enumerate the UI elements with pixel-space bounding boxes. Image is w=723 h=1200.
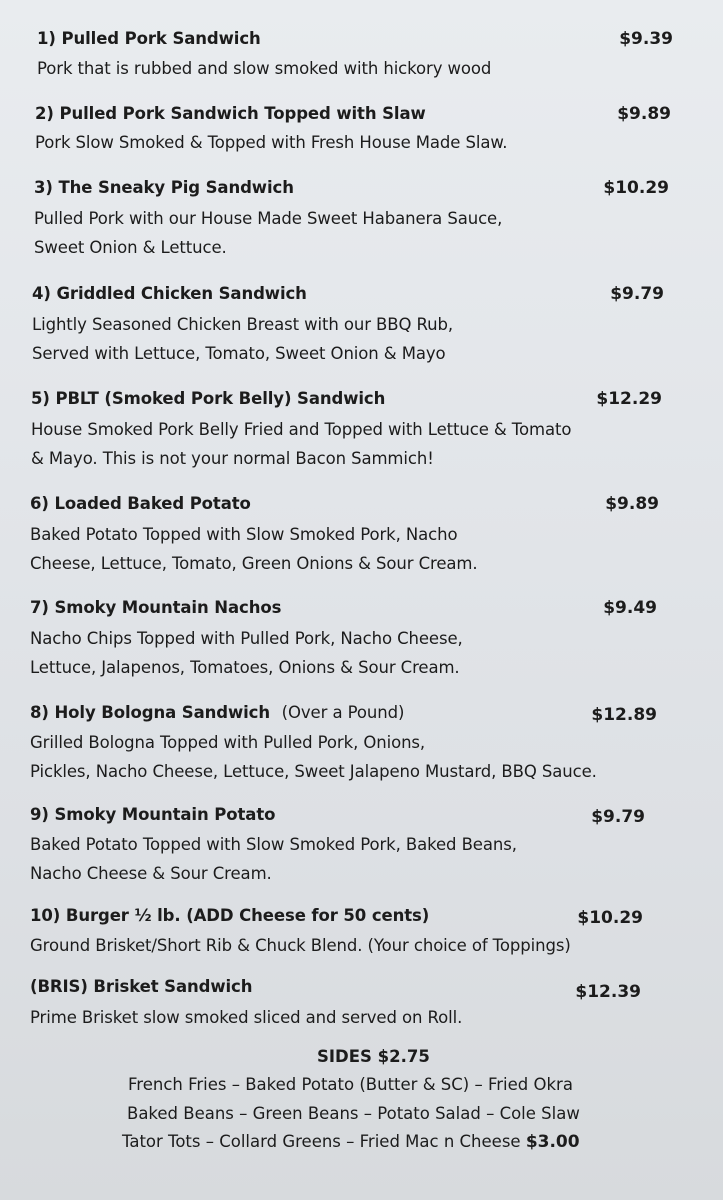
item-price: $12.39 [575, 982, 641, 1002]
item-description: Prime Brisket slow smoked sliced and served on Roll. [30, 1008, 463, 1027]
item-description: Pickles, Nacho Cheese, Lettuce, Sweet Jalapeno Mustard, BBQ Sauce. [30, 762, 597, 781]
item-description: Cheese, Lettuce, Tomato, Green Onions & Sour Cream. [30, 554, 478, 573]
item-price: $9.89 [605, 494, 659, 514]
item-title-text: 8) Holy Bologna Sandwich [30, 703, 271, 722]
item-price: $9.49 [603, 598, 657, 618]
item-title: 6) Loaded Baked Potato [30, 494, 251, 513]
item-description: Grilled Bologna Topped with Pulled Pork, Onions, [30, 733, 426, 752]
item-title [30, 703, 404, 722]
item-title: 7) Smoky Mountain Nachos [30, 598, 282, 617]
item-title: 1) Pulled Pork Sandwich [37, 29, 261, 48]
item-description: Served with Lettuce, Tomato, Sweet Onion & Mayo [32, 344, 446, 363]
item-title-note: (Over a Pound) [281, 703, 405, 722]
item-description: Sweet Onion & Lettuce. [34, 238, 227, 257]
item-price: $9.39 [619, 29, 673, 49]
item-description: & Mayo. This is not your normal Bacon Sammich! [31, 449, 434, 468]
sides-heading: SIDES $2.75 [317, 1047, 430, 1066]
item-description: Baked Potato Topped with Slow Smoked Pork, Baked Beans, [30, 835, 517, 854]
item-title: 9) Smoky Mountain Potato [30, 805, 276, 824]
item-price: $9.79 [610, 284, 664, 304]
item-price: $12.89 [591, 705, 657, 725]
item-description: Pulled Pork with our House Made Sweet Habanera Sauce, [34, 209, 503, 228]
item-description: Baked Potato Topped with Slow Smoked Pork, Nacho [30, 525, 458, 544]
item-price: $12.29 [596, 389, 662, 409]
item-description: Nacho Cheese & Sour Cream. [30, 864, 272, 883]
item-title: 4) Griddled Chicken Sandwich [32, 284, 307, 303]
item-title: (BRIS) Brisket Sandwich [30, 977, 253, 996]
item-description: Pork Slow Smoked & Topped with Fresh House Made Slaw. [35, 133, 508, 152]
item-price: $9.79 [591, 807, 645, 827]
sides-line: Baked Beans – Green Beans – Potato Salad – Cole Slaw [127, 1104, 580, 1123]
item-description: Nacho Chips Topped with Pulled Pork, Nacho Cheese, [30, 629, 463, 648]
item-title: 3) The Sneaky Pig Sandwich [34, 178, 294, 197]
item-description: Pork that is rubbed and slow smoked with hickory wood [37, 59, 492, 78]
item-price: $10.29 [603, 178, 669, 198]
item-description: Lettuce, Jalapenos, Tomatoes, Onions & Sour Cream. [30, 658, 460, 677]
item-title: 5) PBLT (Smoked Pork Belly) Sandwich [31, 389, 386, 408]
sides-line [122, 1132, 580, 1152]
item-title: 10) Burger ½ lb. (ADD Cheese for 50 cents) [30, 906, 430, 925]
sides-line-text: Tator Tots – Collard Greens – Fried Mac n Cheese [122, 1132, 521, 1151]
sides-upcharge-price: $3.00 [525, 1132, 580, 1152]
item-description: Lightly Seasoned Chicken Breast with our BBQ Rub, [32, 315, 453, 334]
item-description: House Smoked Pork Belly Fried and Topped with Lettuce & Tomato [31, 420, 572, 439]
item-price: $9.89 [617, 104, 671, 124]
sides-line: French Fries – Baked Potato (Butter & SC) – Fried Okra [128, 1075, 573, 1094]
item-title: 2) Pulled Pork Sandwich Topped with Slaw [35, 104, 426, 123]
item-description: Ground Brisket/Short Rib & Chuck Blend. (Your choice of Toppings) [30, 936, 571, 955]
item-price: $10.29 [577, 908, 643, 928]
